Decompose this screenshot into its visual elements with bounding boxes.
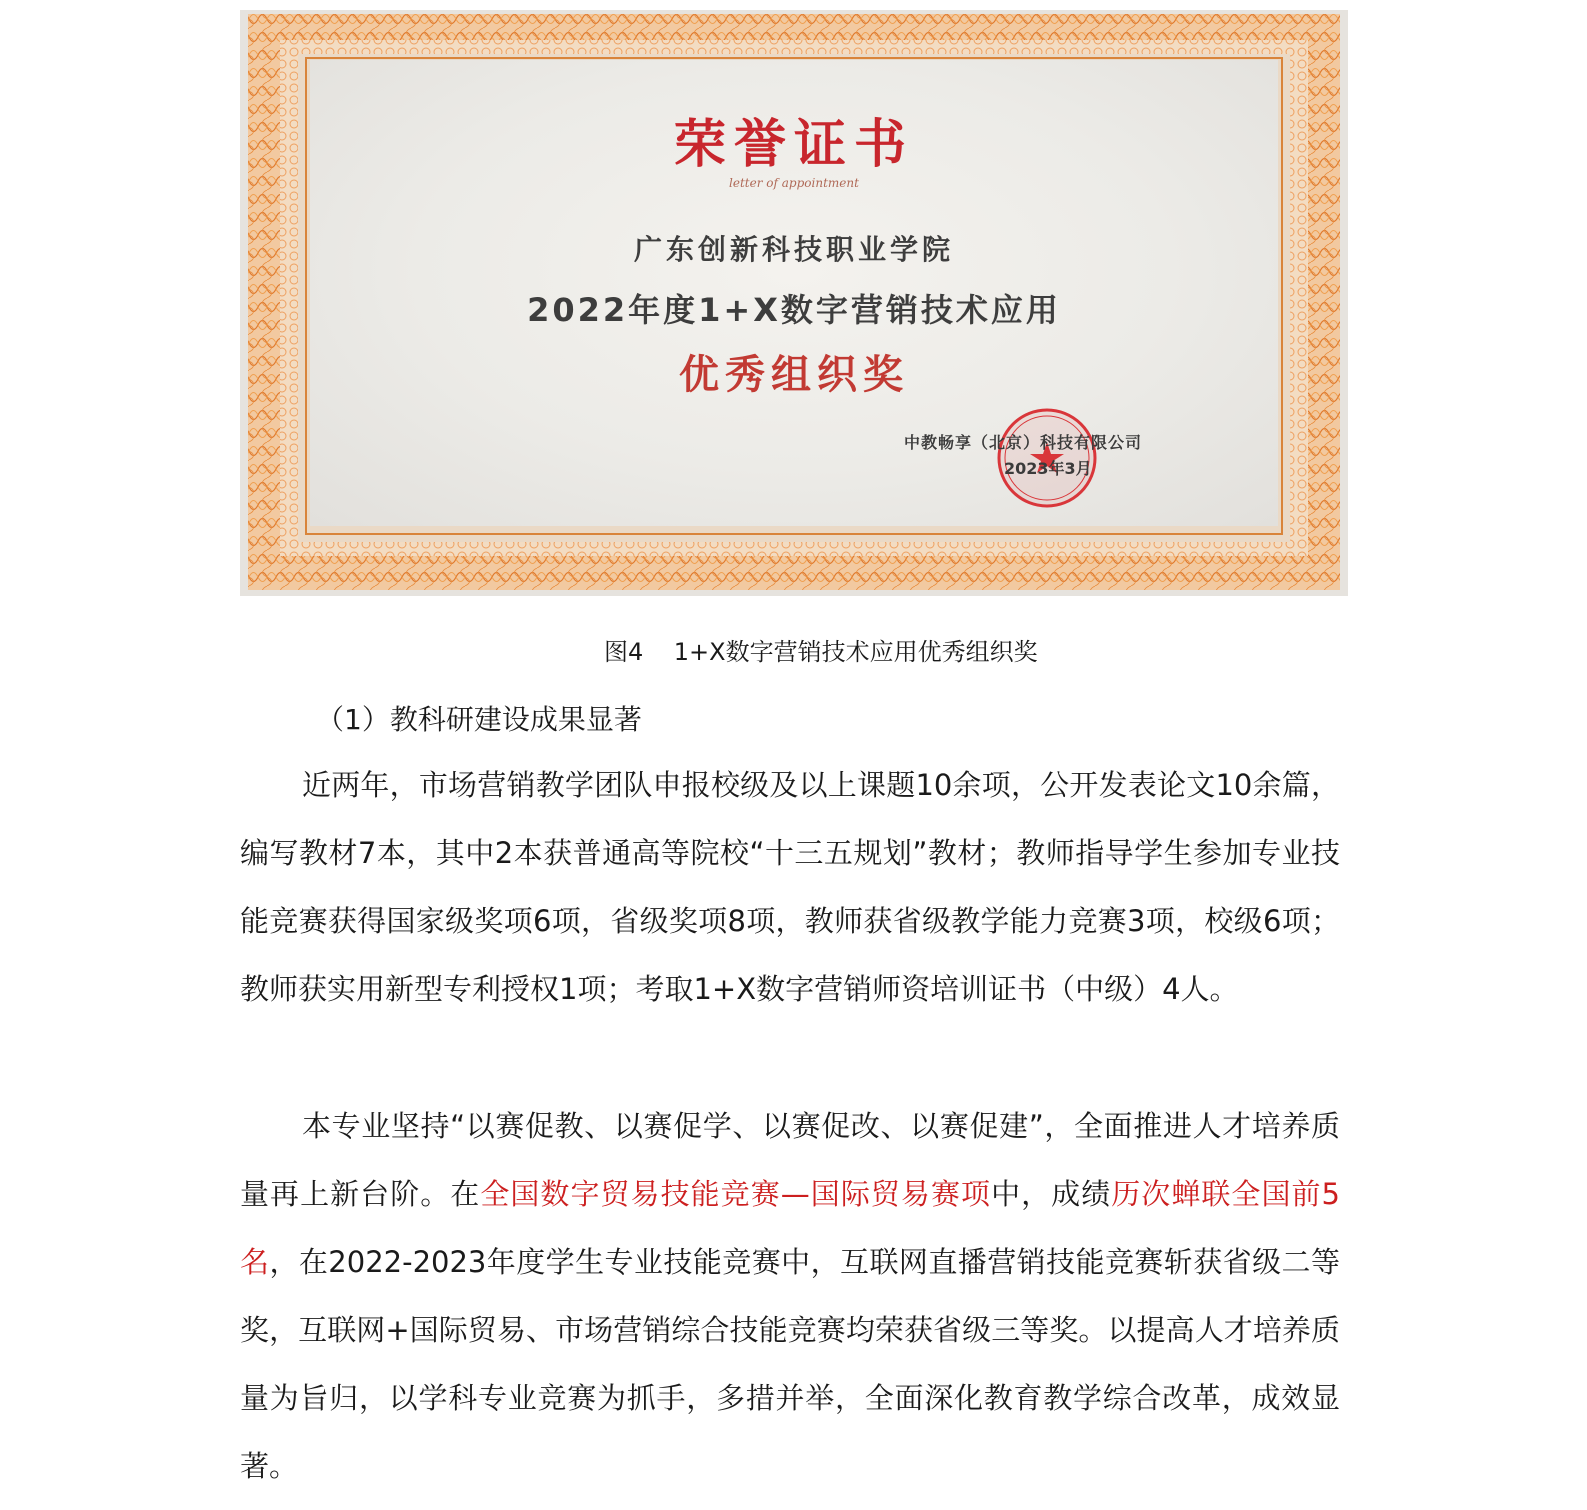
certificate-subtitle: letter of appointment (729, 176, 859, 190)
certificate-title: 荣誉证书 (673, 114, 914, 175)
paragraph-research-results: 近两年，市场营销教学团队申报校级及以上课题10余项，公开发表论文10余篇，编写教材7本，其中2本获普通高等院校“十三五规划”教材；教师指导学生参加专业技能竞赛获得国家级奖项6项，省级奖项8项，教师获省级教学能力竞赛3项，校级6项；教师获实用新型专利授权1项；考取1+X数字营销师资培训证书（中级）4人。 (240, 768, 1340, 1006)
certificate-date: 2023年3月 (1004, 459, 1092, 478)
certificate-event: 2022年度1+X数字营销技术应用 (527, 291, 1061, 329)
certificate-award: 优秀组织奖 (679, 351, 909, 398)
section-heading: （1）教科研建设成果显著 (316, 703, 642, 736)
paragraph2-text-1: 本专业坚持“以赛促教、以赛促学、以赛促改、以赛促建”，全面推进人才培养质量再上新台阶。在 (240, 1109, 1340, 1211)
paragraph-competitions (240, 1092, 1340, 1500)
paragraph2-text-3: ，在2022-2023年度学生专业技能竞赛中，互联网直播营销技能竞赛斩获省级二等奖，互联网+国际贸易、市场营销综合技能竞赛均荣获省级三等奖。以提高人才培养质量为旨归，以学科专业竞赛为抓手，多措并举，全面深化教育教学综合改革，成效显著。 (240, 1245, 1340, 1483)
highlight-competition-name: 全国数字贸易技能竞赛—国际贸易赛项 (480, 1177, 992, 1211)
certificate-organization: 广东创新科技职业学院 (633, 233, 954, 266)
paragraph2-text-2: 中，成绩 (991, 1177, 1112, 1211)
certificate-issuer: 中教畅享（北京）科技有限公司 (904, 433, 1143, 452)
highlight-ranking: 历次蝉联全国前5名 (240, 1177, 1340, 1279)
certificate-image (240, 10, 1348, 596)
figure-caption: 图4 1+X数字营销技术应用优秀组织奖 (604, 638, 1038, 666)
